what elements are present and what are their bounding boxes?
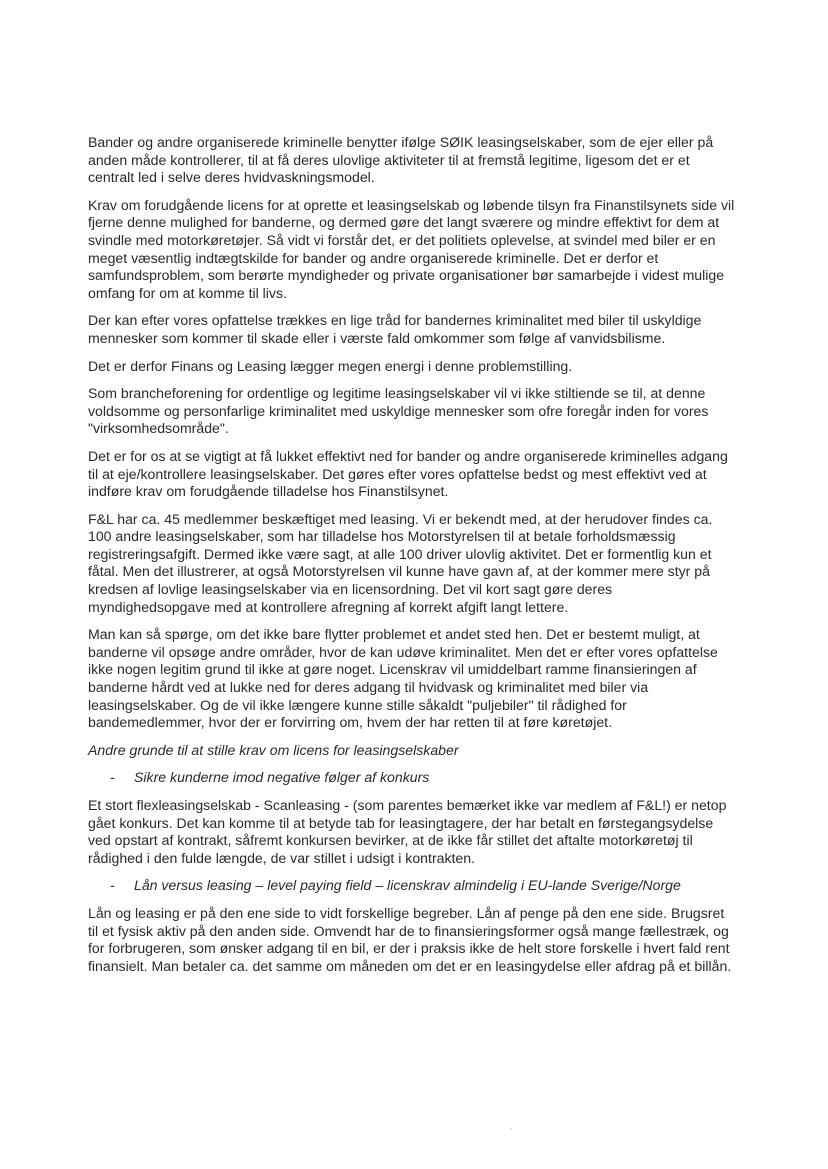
paragraph-5: Som brancheforening for ordentlige og legitime leasingselskaber vil vi ikke stiltiende se til, at denne voldsomme og personfarlige kriminalitet med uskyldige mennesker som ofre foregår inden for vores "virksomhedsområde". [88,385,709,437]
bullet-text: Lån versus leasing – level paying field – licenskrav almindelig i EU-lande Sverige/Norge [134,877,681,894]
bullet-text: Sikre kunderne imod negative følger af konkurs [134,769,430,786]
bullet-dash: - [110,877,115,894]
document-body [88,134,738,985]
paragraph-2: Krav om forudgående licens for at oprette et leasingselskab og løbende tilsyn fra Finanstilsynets side vil fjerne denne mulighed for banderne, og dermed gøre det langt sværere og mindre effektivt for dem at svindle med motorkøretøjer. Så vidt vi forstår det, er det politiets oplevelse, at svindel med biler er en meget væsentlig indtægtskilde for bander og andre organiserede kriminelle. Det er derfor et samfundsproblem, som berørte myndigheder og private organisationer bør samarbejde i videst mulige omfang for om at komme til livs. [88,196,735,301]
paragraph-10: Lån og leasing er på den ene side to vidt forskellige begreber. Lån af penge på den ene side. Brugsret til et fysisk aktiv på den anden side. Omvendt har de to finansieringsformer også mange fællestræk, og for forbrugeren, som ønsker adgang til en bil, er der i praksis ikke de helt store forskelle i hvert fald rent finansielt. Man betaler ca. det samme om måneden om det er en leasingydelse eller afdrag på et billån. [88,904,732,974]
paragraph-8: Man kan så spørge, om det ikke bare flytter problemet et andet sted hen. Det er bestemt muligt, at banderne vil opsøge andre områder, hvor de kan udøve kriminalitet. Men det er efter vores opfattelse ikke nogen legitim grund til ikke at gøre noget. Licenskrav vil umiddelbart ramme finansieringen af banderne hårdt ved at lukke ned for deres adgang til hvidvask og kriminalitet med biler via leasingselskaber. Og de vil ikke længere kunne stille såkaldt "puljebiler" til rådighed for bandemedlemmer, hvor der er forvirring om, hvem der har retten til at føre køretøjet. [88,626,718,731]
scan-speck [510,1128,512,1130]
paragraph-9: Et stort flexleasingselskab - Scanleasing - (som parentes bemærket ikke var medlem af F&L!) er netop gået konkurs. Det kan komme til at betyde tab for leasingtagere, der har betalt en førstegangsydelse ved opstart af kontrakt, såfremt konkursen bevirker, at de ikke får stillet det aftalte motorkøretøj til rådighed i den fulde længde, de var stillet i udsigt i kontrakten. [88,797,727,866]
paragraph-3: Der kan efter vores opfattelse trækkes en lige tråd for bandernes kriminalitet med biler til uskyldige mennesker som kommer til skade eller i værste fald omkommer som følge af vanvidsbilisme. [88,312,702,346]
paragraph-7: F&L har ca. 45 medlemmer beskæftiget med leasing. Vi er bekendt med, at der herudover findes ca. 100 andre leasingselskaber, som har tilladelse hos Motorstyrelsen til at betale forholdsmæssig registreringsafgift. Dermed ikke være sagt, at alle 100 driver ulovlig aktivitet. Det er formentlig kun et fåtal. Men det illustrerer, at også Motorstyrelsen vil kunne have gavn af, at der kommer mere styr på kredsen af lovlige leasingselskaber via en licensordning. Det vil kort sagt gøre deres myndighedsopgave med at kontrollere afregning af korrekt afgift langt lettere. [88,510,713,615]
paragraph-6: Det er for os at se vigtigt at få lukket effektivt ned for bander og andre organiserede kriminelles adgang til at eje/kontrollere leasingselskaber. Det gøres efter vores opfattelse bedst og mest effektivt ved at indføre krav om forudgående tilladelse hos Finanstilsynet. [88,447,728,500]
bullet-item-1 [88,769,738,787]
paragraph-1: Bander og andre organiserede kriminelle benytter ifølge SØIK leasingselskaber, som de ejer eller på anden måde kontrollerer, til at få deres ulovlige aktiviteter til at fremstå legitime, ligesom det er et centralt led i selve deres hvidvaskningsmodel. [88,134,714,186]
paragraph-4: Det er derfor Finans og Leasing lægger megen energi i denne problemstilling. [88,357,573,374]
bullet-dash: - [110,769,115,786]
section-heading: Andre grunde til at stille krav om licens for leasingselskaber [88,741,459,758]
bullet-item-2 [88,877,738,895]
